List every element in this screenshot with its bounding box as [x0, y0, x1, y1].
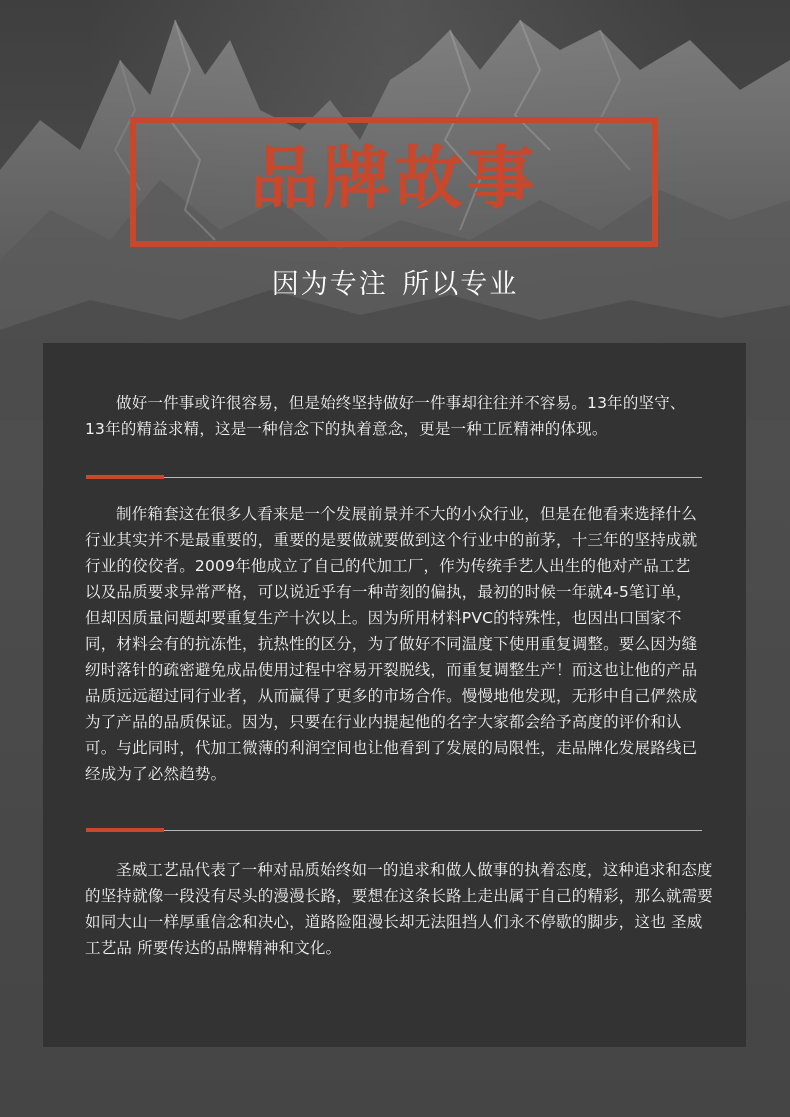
story-paragraph-3: 圣威工艺品代表了一种对品质始终如一的追求和做人做事的执着态度，这种追求和态度的坚持就像一段没有尽头的漫漫长路，要想在这条长路上走出属于自己的精彩，那么就需要如同大山一样厚重信念和决心，道路险阻漫长却无法阻挡人们永不停歇的脚步，这也 圣威工艺品 所要传达的品牌精神和文化。	[85, 861, 714, 957]
section-divider-2	[86, 830, 702, 831]
divider-accent-1	[86, 475, 164, 479]
story-paragraph-1: 做好一件事或许很容易，但是始终坚持做好一件事却往往并不容易。13年的坚守、13年的精益求精，这是一种信念下的执着意念，更是一种工匠精神的体现。	[85, 394, 686, 438]
section-divider-1	[86, 477, 702, 478]
story-paragraph-2: 制作箱套这在很多人看来是一个发展前景并不大的小众行业，但是在他看来选择什么行业其实并不是最重要的，重要的是要做就要做到这个行业中的前茅，十三年的坚持成就行业的佼佼者。2009年他成立了自己的代加工厂，作为传统手艺人出生的他对产品工艺以及品质要求异常严格，可以说近乎有一种苛刻的偏执，最初的时候一年就4-5笔订单，但却因质量问题却要重复生产十次以上。因为所用材料PVC的特殊性，也因出口国家不同，材料会有的抗冻性，抗热性的区分，为了做好不同温度下使用重复调整。要么因为缝纫时落针的疏密避免成品使用过程中容易开裂脱线，而重复调整生产！而这也让他的产品品质远远超过同行业者，从而赢得了更多的市场合作。慢慢地他发现，无形中自己俨然成为了产品的品质保证。因为，只要在行业内提起他的名字大家都会给予高度的评价和认可。与此同时，代加工微薄的利润空间也让他看到了发展的局限性，走品牌化发展路线已经成为了必然趋势。	[85, 505, 698, 783]
page-title: 品牌故事	[249, 140, 538, 219]
page-subtitle: 因为专注 所以专业	[271, 269, 519, 300]
divider-accent-2	[86, 828, 164, 832]
story-panel	[43, 343, 746, 1047]
